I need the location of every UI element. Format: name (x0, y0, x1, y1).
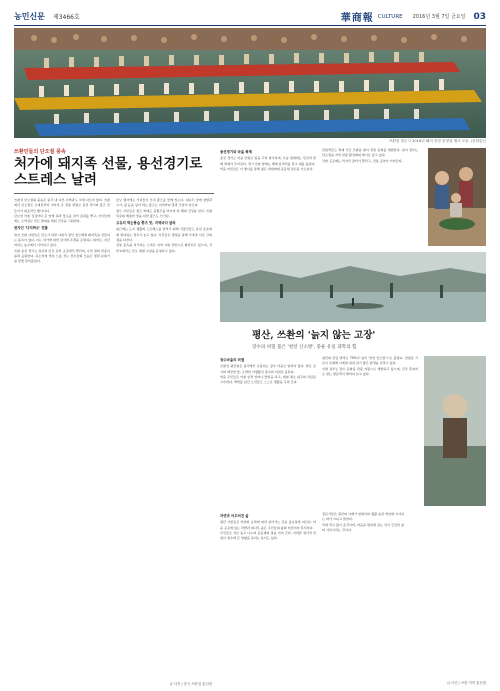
paragraph: 현지 쓰촨 사람들은 단오가 되면 사위가 장인 장모에게 돼지족을 선물하는 풍속이 있다. 이는 처가에 대한 감사와 존경을 표현하는 의미로, 지금까지도 농촌에서 이어지고 있다. (14, 232, 110, 248)
feature-column-1 (220, 356, 316, 506)
section-heading: 용선경기와 마을 축제 (220, 150, 252, 154)
masthead-logo: 농민신문 (14, 12, 45, 21)
feature-column-4 (322, 512, 404, 677)
paragraph: 청두 시민들은 쫑즈 외에도 웅황주를 마시며 한 해의 건강을 빈다. 쓰촨 특유의 매콤한 맛을 더한 쫑즈도 인기다. (116, 208, 212, 218)
paragraph: 단오 행사에는 가족들이 모여 쫑즈를 함께 빚는다. 대나무 잎에 찹쌀과 고기, 팥 등을 넣어 싸는 쫑즈는 지역마다 맛과 모양이 다르다. (116, 198, 212, 208)
paragraph: 전통 풍속을 지키려는 노력은 지역 사회 전반으로 확산되고 있으며, 각 학교에서도 단오 체험 교실을 운영하고 있다. (116, 243, 212, 253)
paragraph: 쓰촨 용선 경기는 장강과 민강 유역 곳곳에서 열리며, 수천 명의 관중이 몰려 응원한다. 북소리에 맞춰 노를 젓는 선수들의 모습은 명절 분위기를 한껏 끌어올린다. (14, 248, 110, 264)
paragraph: 강변 곳곳에는 먹거리 장터가 열리고, 전통 공연이 이어진다. (322, 158, 403, 163)
paragraph: 단오날 아침 집집마다 문 앞에 쑥과 창포를 걸어 잡귀를 쫓고, 아이들에게는 오색실로 만든 팔찌를 채워 건강을 기원한다. (14, 213, 110, 224)
zongzi-making-photo (428, 148, 486, 246)
feature-headline-block (252, 330, 486, 350)
issue-date: 2016년 3월 7일 금요일 (412, 14, 466, 20)
article-headline: 처가에 돼지족 선물, 용선경기로 스트레스 날려 (14, 156, 203, 188)
masthead (14, 8, 486, 26)
issue-number: 제3466호 (52, 14, 80, 21)
section-label: CULTURE (377, 13, 403, 20)
section-heading: 자연과 어우러진 삶 (220, 514, 249, 518)
page-number: 03 (473, 11, 486, 22)
paragraph: 평산의 산림 면적은 70%가 넘어 '천연 산소방'으로 불린다. 연평균 기온이 온화해 사계절 내내 살기 좋은 환경을 갖추고 있다. (322, 356, 418, 366)
section-heading: 현지인 '다지짜오' 전통 (14, 226, 48, 231)
article-credit: 글·사진 / 중국 쓰촨성 통신원 (169, 682, 212, 686)
paragraph: 주민들은 서로 돕고 나누며 공동체의 정을 이어 간다. 이러한 정서적 안정이 장수에 큰 영향을 준다는 분석도 있다. (220, 530, 316, 541)
top-photo-caption: 쓰촨성 청두시 2016년 돼지 풍경 잔칫날 행사 모습. /신화통신 (388, 139, 486, 143)
feature-subhead: 장수의 비밀 품은 '천연 산소방', 풍운 유일 과학의 힘 (252, 345, 357, 350)
feature-credit: 글·사진 / 쓰촨 지역 통신원 (446, 681, 486, 685)
feature-column-2 (322, 356, 418, 506)
paragraph: 전문가들은 평산의 사례가 현대인의 생활 습관 개선에 시사하는 바가 크다고 말한다. (322, 512, 404, 522)
feature-column-3 (220, 512, 316, 677)
article-column-2 (116, 198, 212, 680)
paragraph: 용선 경기는 마을 단위로 팀을 꾸려 참가하며, 우승 팀에게는 상금과 함께 명예가 주어진다. 경기 전날 밤에는 배에 용머리를 달고 제를 올린다. (220, 156, 316, 166)
paragraph: 적게 먹고 많이 움직이며, 마음을 편하게 갖는 것이 건강한 삶의 기본이라는 것이다. (322, 522, 404, 532)
article-column-3 (220, 148, 316, 246)
section-heading: 고유의 먹는풍습 쫑즈 맛, 지역마다 달라 (116, 221, 176, 226)
headline-divider (14, 193, 214, 194)
paragraph: 관광객들도 축제 기간 쓰촨을 찾아 전통 문화를 체험한다. 현지 정부는 단오절을 지역 관광 활성화의 계기로 삼고 있다. (322, 148, 418, 158)
brand-title: 華商報 (340, 13, 374, 24)
landscape-photo (220, 252, 486, 322)
section-heading: 장수마을의 비결 (220, 358, 245, 362)
article-kicker: 쓰촨민들의 단오절 풍속 (14, 149, 66, 155)
feature-side-photo (424, 356, 486, 506)
paragraph: 최근에는 도시 생활의 스트레스를 날리기 위해 직장인들도 용선 동호회에 참여하는 경우가 늘고 있다. 시민들은 명절을 통해 가족과 이웃 간의 정을 다진다. (116, 227, 212, 243)
article-column-1 (14, 198, 110, 680)
article-column-4 (322, 148, 418, 246)
paragraph: 마을 주민들은 아침 일찍 일어나 밭일을 하고, 제철 채소 위주의 식단을 고수한다. 백세를 넘긴 노인들도 스스로 생활을 꾸려 간다. (220, 374, 316, 385)
paragraph: 쓰촨성 평산현은 중국에서 손꼽히는 장수 마을로 알려져 있다. 맑은 공기와 깨끗한 물, 소박한 식생활이 장수의 비결로 꼽힌다. (220, 364, 316, 374)
paragraph: 평산 사람들은 자연의 순리에 따라 살아가는 것을 중요하게 여긴다. 마을 곳곳에 있는 차밭과 대나무 숲은 주민들의 삶의 터전이자 휴식처다. (220, 520, 316, 530)
dragon-boat-photo (14, 28, 486, 138)
paragraph: 마을 어른들은 이 행사를 통해 젊은 세대에게 공동체 정신을 가르친다. (220, 166, 314, 171)
paragraph: 지방 정부는 장수 문화를 관광 자원으로 개발하고 있으며, 건강 휴양지로 찾는 방문객이 해마다 늘고 있다. (322, 366, 418, 376)
feature-headline: 평산, 쓰촨의 '늙지 않는 고장' (252, 330, 376, 341)
paragraph: 쓰촨성 단오절의 풍습은 중국 내 다른 지역과도 크게 다르지 않다. 쓰촨에서 단오절은 오래전부터 이어져 온 전통 명절로 용선 경기와 쫑즈 만들기가 대표적인 행사이다. (14, 198, 110, 213)
